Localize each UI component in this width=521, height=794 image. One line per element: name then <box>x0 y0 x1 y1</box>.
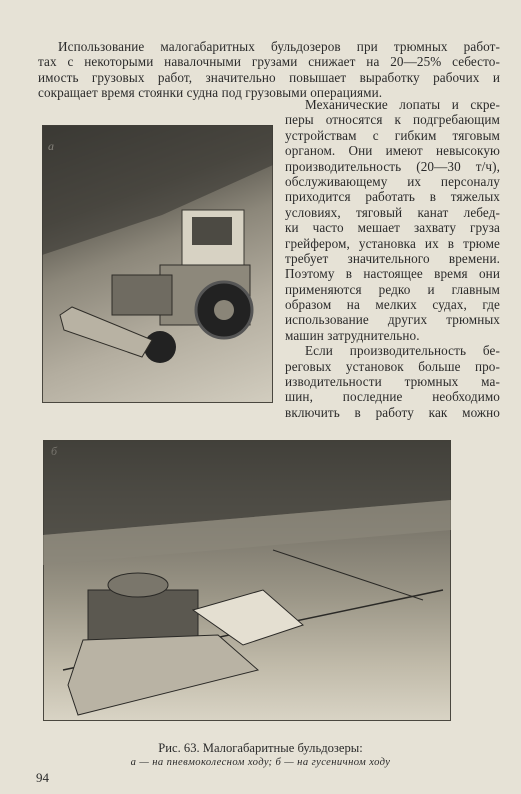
tracked-bulldozer-illustration <box>43 440 451 721</box>
text-line: Поэтому в настоящее время они <box>285 266 500 282</box>
text-line: приходится работать в тяжелых <box>285 189 500 205</box>
text-line: имость грузовых работ, значительно повышает выработку рабочих и <box>38 69 500 85</box>
text-line: тах с некоторыми навалочными грузами снижает на 20—25% себесто- <box>38 54 500 70</box>
text-line: условиях, тяговый канат лебед- <box>285 204 500 220</box>
text-line: Если производительность бе- <box>305 343 500 359</box>
text-line: изводительности трюмных ма- <box>285 374 500 390</box>
caption-title: Рис. 63. Малогабаритные бульдозеры: <box>158 741 363 755</box>
text-line: включить в работу как можно <box>285 404 500 420</box>
text-line: перы относятся к подгребающим <box>285 112 500 128</box>
text-line: Использование малогабаритных бульдозеров при трюмных работ- <box>58 39 500 54</box>
photo-tracked-bulldozer <box>43 440 451 721</box>
text-line: реговых установок больше про- <box>285 358 500 374</box>
intro-paragraph <box>38 39 500 101</box>
text-line: Механические лопаты и скре- <box>305 97 500 112</box>
text-line: применяются редко и главным <box>285 281 500 297</box>
page-number: 94 <box>36 770 49 785</box>
text-line: грейфером, установка их в трюме <box>285 235 500 251</box>
text-line: требует значительного времени. <box>285 250 500 266</box>
text-line: производительность (20—30 т/ч), <box>285 158 500 174</box>
text-line: устройствам с гибким тяговым <box>285 127 500 143</box>
text-line: образом на мелких судах, где <box>285 297 500 313</box>
text-line: машин затруднительно. <box>285 327 420 343</box>
text-line: ки часто мешает захвату груза <box>285 220 500 236</box>
side-paragraphs <box>285 97 500 420</box>
photo-wheeled-bulldozer <box>42 125 273 403</box>
text-line: использование других трюмных <box>285 312 500 328</box>
wheeled-bulldozer-illustration <box>42 125 273 403</box>
text-line: органом. Они имеют невысокую <box>285 143 500 159</box>
caption-subtitle: а — на пневмоколесном ходу; б — на гусеничном ходу <box>130 757 391 768</box>
text-line: шин, последние необходимо <box>285 389 500 405</box>
figure-caption <box>0 741 521 769</box>
text-line: сокращает время стоянки судна под грузовыми операциями. <box>38 85 383 101</box>
text-line: обслуживающему их персоналу <box>285 173 500 189</box>
